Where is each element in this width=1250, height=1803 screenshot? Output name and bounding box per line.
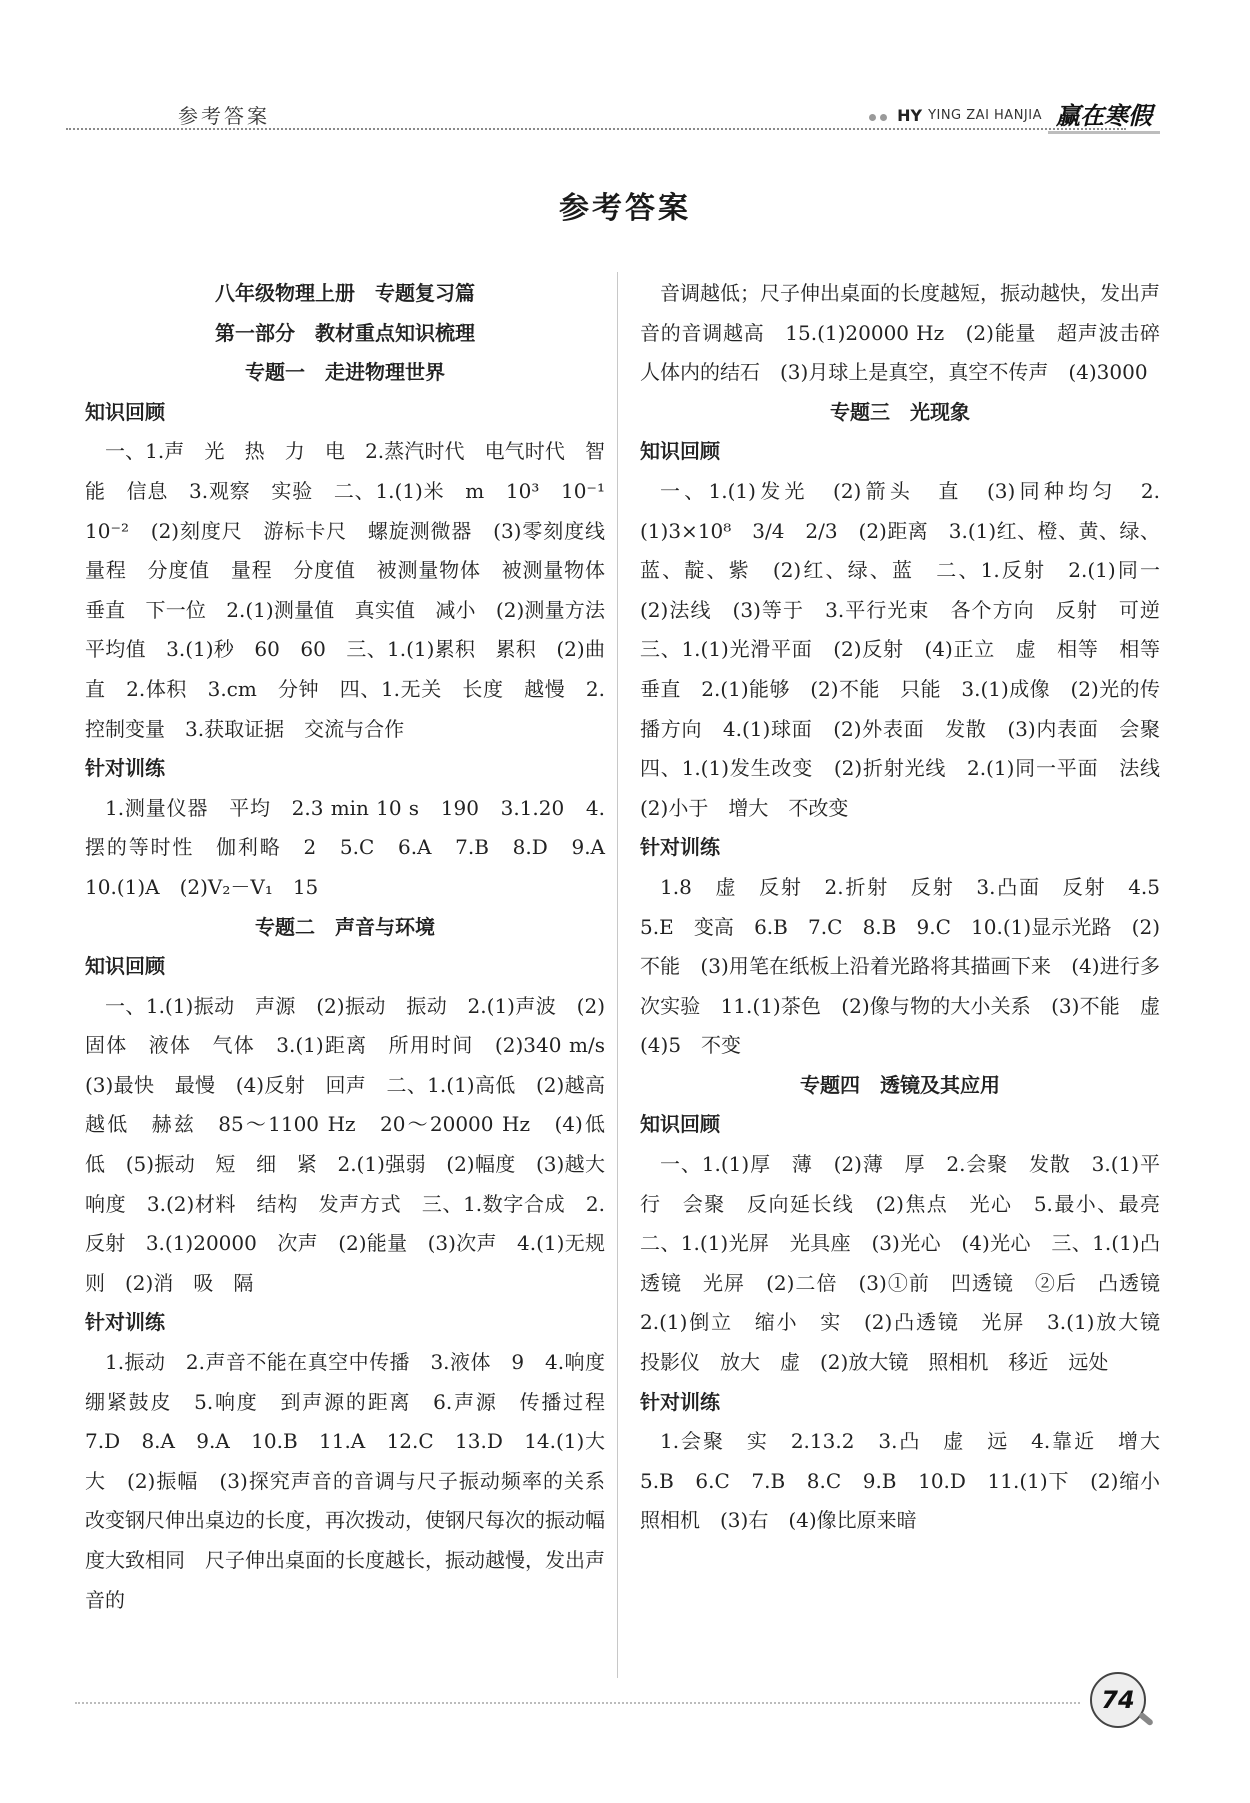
brand-hy: HY xyxy=(897,105,923,125)
column-divider xyxy=(617,272,618,1678)
answer-paragraph: 1.会聚 实 2.13.2 3.凸 虚 远 4.靠近 增大 5.B 6.C 7.B 8.C 9.B 10.D 11.(1)下 (2)缩小 照相机 (3)右 (4)像比原来暗 xyxy=(640,1429,1180,1533)
page-number-tail-icon xyxy=(1138,1712,1154,1727)
answer-paragraph: 一、1.声 光 热 力 电 2.蒸汽时代 电气时代 智能 信息 3.观察 实验 二、1.(1)米 m 10³ 10⁻¹ 10⁻² (2)刻度尺 游标卡尺 螺旋测微器 (3)零刻度线 量程 分度值 量程 分度值 被测量物体 被测量物体 垂直 下一位 2.(1)测量值 真实值 减小 (2)测量方法 平均值 3.(1)秒 60 60 三、1.(1)累积 累积 (2)曲 直 2.体积 3.cm 分钟 四、1.无关 长度 越慢 2.控制变量 3.获取证据 交流与合作 xyxy=(85,439,625,741)
answer-paragraph: 一、1.(1)振动 声源 (2)振动 振动 2.(1)声波 (2)固体 液体 气体 3.(1)距离 所用时间 (2)340 m/s (3)最快 最慢 (4)反射 回声 二、1.(1)高低 (2)越高 越低 赫兹 85～1100 Hz 20～20000 Hz (4)低 低 (5)振动 短 细 紧 2.(1)强弱 (2)幅度 (3)越大 响度 3.(2)材料 结构 发声方式 三、1.数字合成 2.反射 3.(1)20000 次声 (2)能量 (3)次声 4.(1)无规则 (2)消 吸 隔 xyxy=(85,993,625,1295)
section-heading: 第一部分 教材重点知识梳理 xyxy=(215,320,475,345)
section-heading: 专题二 声音与环境 xyxy=(255,914,435,939)
answer-paragraph: 音调越低；尺子伸出桌面的长度越短，振动越快，发出声音的音调越高 15.(1)20000 Hz (2)能量 超声波击碎人体内的结石 (3)月球上是真空，真空不传声 (4)3000 xyxy=(640,281,1160,385)
brand-title: 赢在寒假 xyxy=(1048,96,1160,134)
answer-paragraph: 一、1.(1)厚 薄 (2)薄 厚 2.会聚 发散 3.(1)平行 会聚 反向延长线 (2)焦点 光心 5.最小、最亮 二、1.(1)光屏 光具座 (3)光心 (4)光心 三、1.(1)凸透镜 光屏 (2)二倍 (3)①前 凹透镜 ②后 凸透镜 2.(1)倒立 缩小 实 (2)凸透镜 光屏 3.(1)放大镜 投影仪 放大 虚 (2)放大镜 照相机 移近 远处 xyxy=(640,1152,1180,1375)
subsection-label: 针对训练 xyxy=(640,1389,720,1414)
dots-decoration-icon xyxy=(869,106,891,125)
answer-paragraph: 1.振动 2.声音不能在真空中传播 3.液体 9 4.响度 绷紧鼓皮 5.响度 到声源的距离 6.声源 传播过程 7.D 8.A 9.A 10.B 11.A 12.C 13.D 14.(1)大 大 (2)振幅 (3)探究声音的音调与尺子振动频率的关系 改变钢尺伸出桌边的长度，再次拨动，使钢尺每次的振动幅度大致相同 尺子伸出桌面的长度越长，振动越慢，发出声音的 xyxy=(85,1350,625,1612)
page-number: 74 xyxy=(1090,1672,1146,1728)
answer-paragraph: 1.测量仪器 平均 2.3 min 10 s 190 3.1.20 4.摆的等时性 伽利略 2 5.C 6.A 7.B 8.D 9.A 10.(1)A (2)V₂－V₁ 15 xyxy=(85,795,625,899)
footer-divider xyxy=(75,1702,1080,1704)
section-heading: 专题三 光现象 xyxy=(830,399,970,424)
subsection-label: 知识回顾 xyxy=(640,439,720,464)
page-title: 参考答案 xyxy=(559,191,691,226)
section-heading: 专题一 走进物理世界 xyxy=(245,360,445,385)
header-divider xyxy=(66,128,1126,130)
section-heading: 八年级物理上册 专题复习篇 xyxy=(215,281,475,305)
left-column xyxy=(85,274,625,1620)
subsection-label: 针对训练 xyxy=(85,756,165,781)
header-section-title: 参考答案 xyxy=(178,104,270,128)
subsection-label: 知识回顾 xyxy=(85,954,165,979)
subsection-label: 知识回顾 xyxy=(640,1112,720,1137)
answer-paragraph: 1.8 虚 反射 2.折射 反射 3.凸面 反射 4.5 5.E 变高 6.B 7.C 8.B 9.C 10.(1)显示光路 (2)不能 (3)用笔在纸板上沿着光路将其描画下来 (4)进行多次实验 11.(1)茶色 (2)像与物的大小关系 (3)不能 虚 (4)5 不变 xyxy=(640,874,1180,1058)
section-heading: 专题四 透镜及其应用 xyxy=(800,1072,1000,1097)
subsection-label: 针对训练 xyxy=(85,1310,165,1335)
subsection-label: 知识回顾 xyxy=(85,399,165,424)
right-column xyxy=(640,274,1180,1541)
answer-paragraph: 一、1.(1)发光 (2)箭头 直 (3)同种均匀 2.(1)3×10⁸ 3/4 2/3 (2)距离 3.(1)红、橙、黄、绿、蓝、靛、紫 (2)红、绿、蓝 二、1.反射 2.(1)同一 (2)法线 (3)等于 3.平行光束 各个方向 反射 可逆 三、1.(1)光滑平面 (2)反射 (4)正立 虚 相等 相等 垂直 2.(1)能够 (2)不能 只能 3.(1)成像 (2)光的传播方向 4.(1)球面 (2)外表面 发散 (3)内表面 会聚 四、1.(1)发生改变 (2)折射光线 2.(1)同一平面 法线 (2)小于 增大 不改变 xyxy=(640,478,1180,820)
subsection-label: 针对训练 xyxy=(640,835,720,860)
brand-pinyin: YING ZAI HANJIA xyxy=(928,107,1042,123)
